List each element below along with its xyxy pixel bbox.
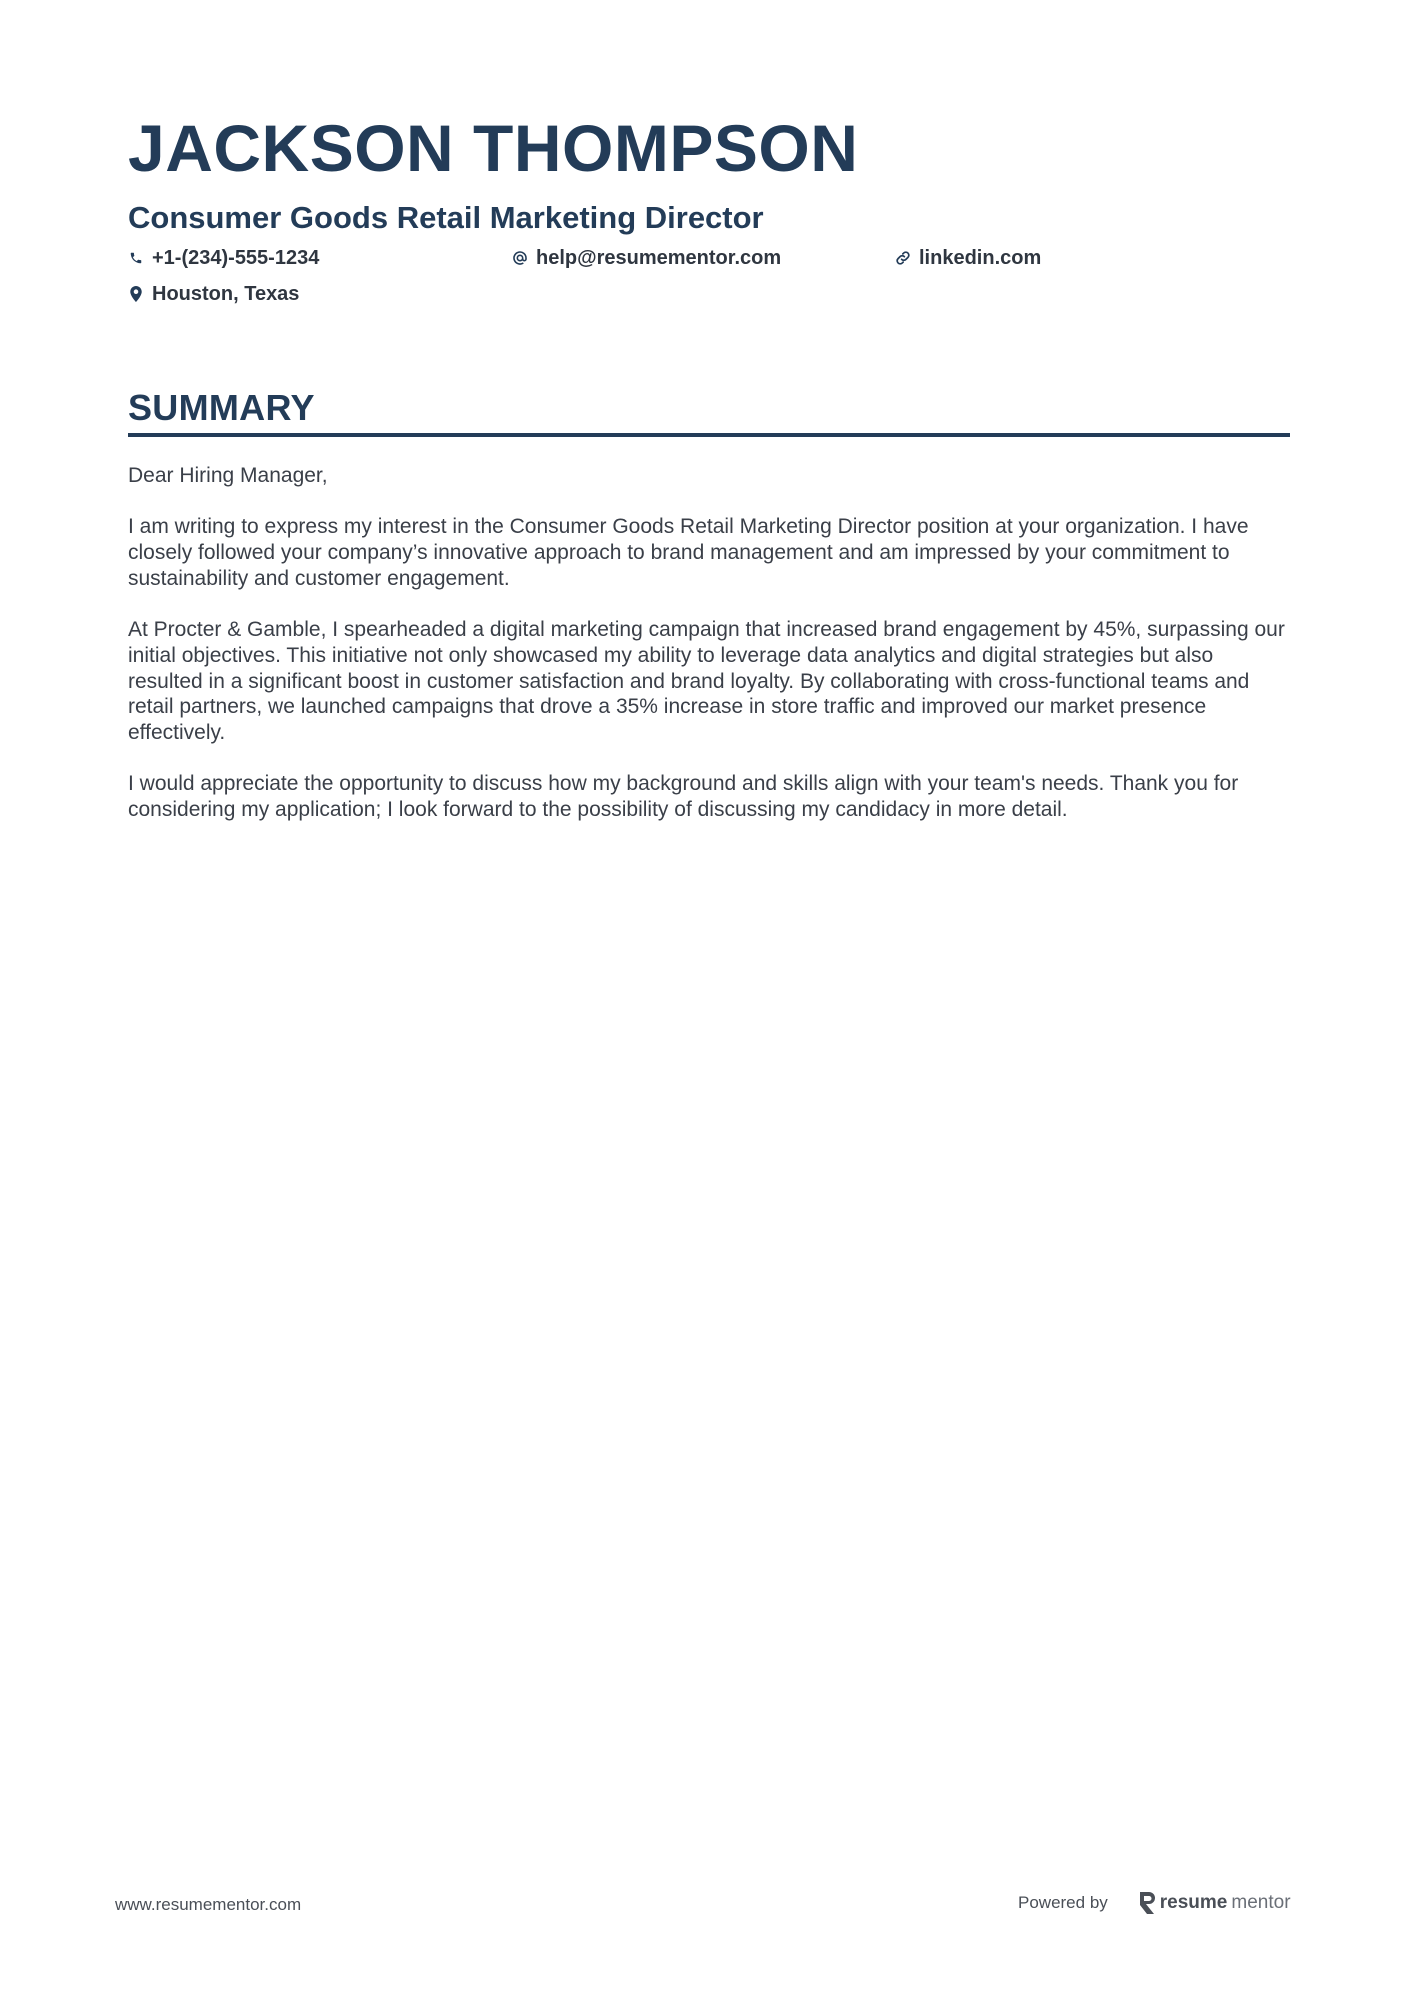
job-title: Consumer Goods Retail Marketing Director	[128, 200, 764, 235]
summary-section	[128, 385, 1290, 848]
letter-body	[128, 463, 1290, 823]
paragraph-closing: I would appreciate the opportunity to discuss how my background and skills align with your team's needs. Thank you for considering my application; I look forward to the possibility of discussing my candidacy in more detail.	[128, 772, 1239, 822]
footer-website[interactable]: www.resumementor.com	[115, 1895, 302, 1914]
phone-text: +1-(234)-555-1234	[152, 246, 320, 269]
paragraph-intro: I am writing to express my interest in the Consumer Goods Retail Marketing Director position at your organization. I have closely followed your company’s innovative approach to brand management and am impressed by your commitment to sustainability and customer engagement.	[128, 515, 1249, 590]
phone-icon	[128, 250, 144, 266]
section-title: SUMMARY	[128, 387, 315, 428]
candidate-name: JACKSON THOMPSON	[128, 111, 859, 185]
brand-mark-icon	[1138, 1892, 1156, 1914]
brand-name-main: resume	[1159, 1892, 1228, 1913]
powered-by-label: Powered by	[1018, 1893, 1108, 1912]
header	[128, 108, 1290, 316]
contact-phone	[128, 244, 319, 272]
section-divider	[128, 433, 1290, 437]
salutation: Dear Hiring Manager,	[128, 464, 328, 487]
email-text[interactable]: help@resumementor.com	[536, 246, 782, 269]
footer-branding	[1018, 1892, 1291, 1914]
contact-link[interactable]	[895, 244, 1041, 272]
contact-email[interactable]	[512, 244, 781, 272]
link-text[interactable]: linkedin.com	[919, 246, 1042, 269]
paragraph-experience: At Procter & Gamble, I spearheaded a digital marketing campaign that increased brand engagement by 45%, surpassing our initial objectives. This initiative not only showcased my ability to leverage data analytics and digital strategies but also resulted in a significant boost in customer satisfaction and brand loyalty. By collaborating with cross-functional teams and retail partners, we launched campaigns that drove a 35% increase in store traffic and improved our market presence effectively.	[128, 618, 1285, 744]
brand-name-suffix: mentor	[1231, 1892, 1291, 1913]
link-icon	[895, 250, 911, 266]
contact-location	[128, 280, 299, 308]
contact-info	[128, 244, 1290, 316]
at-icon	[512, 250, 528, 266]
location-text: Houston, Texas	[152, 282, 300, 305]
brand-logo[interactable]	[1138, 1892, 1291, 1914]
map-pin-icon	[128, 286, 144, 302]
